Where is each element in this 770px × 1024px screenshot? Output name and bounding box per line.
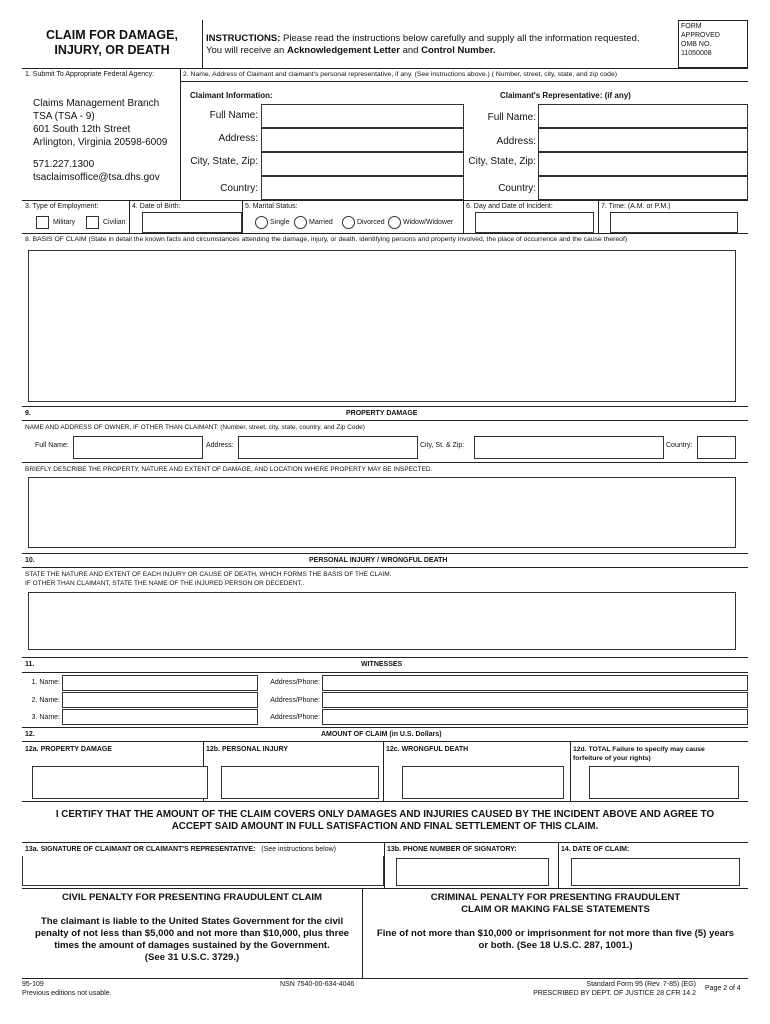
form-approved-4: 11050008 bbox=[681, 50, 712, 57]
phone-signatory-label: 13b. PHONE NUMBER OF SIGNATORY: bbox=[387, 846, 517, 853]
single-label: Single bbox=[270, 219, 290, 226]
claimant-fullname-input[interactable] bbox=[261, 104, 464, 128]
divider bbox=[242, 200, 243, 233]
widow-label: Widow/Widower bbox=[403, 219, 454, 226]
section9-title: PROPERTY DAMAGE bbox=[346, 410, 418, 417]
owner-country-label: Country: bbox=[666, 442, 693, 449]
form-approved-2: APPROVED bbox=[681, 32, 720, 39]
owner-city-label: City, St. & Zip: bbox=[420, 442, 465, 449]
divider bbox=[180, 81, 748, 82]
previous-editions: Previous editions not usable. bbox=[22, 990, 112, 997]
claimant-address-input[interactable] bbox=[261, 128, 464, 152]
divider bbox=[384, 842, 385, 888]
witness1-name-label: 1. Name: bbox=[31, 679, 60, 686]
property-damage-amount[interactable] bbox=[32, 766, 208, 799]
widow-radio[interactable] bbox=[388, 216, 401, 229]
claimant-fullname-label: Full Name: bbox=[209, 110, 258, 121]
form-approved-box bbox=[678, 20, 748, 68]
civil-line3: times the amount of damages sustained by the Government. bbox=[54, 940, 330, 951]
witness3-name-label: 3. Name: bbox=[31, 714, 60, 721]
criminal-title1: CRIMINAL PENALTY FOR PRESENTING FRAUDULENT bbox=[430, 892, 681, 903]
rep-heading: Claimant's Representative: (if any) bbox=[500, 91, 631, 100]
divider bbox=[22, 978, 748, 979]
date-claim-label: 14. DATE OF CLAIM: bbox=[561, 846, 630, 853]
section12-title: AMOUNT OF CLAIM (in U.S. Dollars) bbox=[321, 731, 442, 738]
standard-form: Standard Form 95 (Rev. 7-85) (EG) bbox=[586, 981, 696, 988]
prescribed-by: PRESCRIBED BY DEPT. OF JUSTICE 28 CFR 14.2 bbox=[533, 990, 696, 997]
describe-label: BRIEFLY DESCRIBE THE PROPERTY, NATURE AND EXTENT OF DAMAGE, AND LOCATION WHERE PROPERTY MAY BE INSPECTED. bbox=[25, 466, 433, 473]
civil-line4: (See 31 U.S.C. 3729.) bbox=[144, 952, 240, 963]
civil-penalty-title: CIVIL PENALTY FOR PRESENTING FRAUDULENT CLAIM bbox=[61, 892, 323, 903]
witness3-addr-input[interactable] bbox=[322, 709, 748, 725]
instructions-line2c: and bbox=[399, 45, 422, 56]
wrongful-death-amount[interactable] bbox=[402, 766, 564, 799]
agency-line4: Arlington, Virginia 20598-6009 bbox=[33, 137, 168, 148]
divider bbox=[22, 842, 748, 843]
claimant-country-label: Country: bbox=[220, 183, 258, 194]
divider bbox=[22, 741, 748, 742]
divider bbox=[463, 200, 464, 233]
rep-fullname-input[interactable] bbox=[538, 104, 748, 128]
rep-country-label: Country: bbox=[498, 183, 536, 194]
dob-input[interactable] bbox=[142, 212, 242, 233]
form-title bbox=[22, 28, 202, 58]
instructions-text: Please read the instructions below carefully and supply all the information requested. bbox=[280, 33, 640, 44]
divorced-radio[interactable] bbox=[342, 216, 355, 229]
certify-line2: ACCEPT SAID AMOUNT IN FULL SATISFACTION AND FINAL SETTLEMENT OF THIS CLAIM. bbox=[171, 821, 599, 832]
divider bbox=[598, 200, 599, 233]
criminal-title2: CLAIM OR MAKING FALSE STATEMENTS bbox=[461, 904, 650, 915]
property-damage-label: 12a. PROPERTY DAMAGE bbox=[25, 746, 113, 753]
criminal-line2: or both. (See 18 U.S.C. 287, 1001.) bbox=[478, 940, 633, 951]
claimant-address-label: Address: bbox=[218, 133, 258, 144]
certify-line1: I CERTIFY THAT THE AMOUNT OF THE CLAIM COVERS ONLY DAMAGES AND INJURIES CAUSED BY THE INCIDENT ABOVE AND AGREE TO bbox=[55, 809, 715, 820]
claimant-city-label: City, State, Zip: bbox=[190, 156, 258, 167]
personal-injury-amount[interactable] bbox=[221, 766, 379, 799]
form-title-line1: CLAIM FOR DAMAGE, bbox=[46, 28, 178, 42]
divider bbox=[22, 420, 748, 421]
form-approved-1: FORM bbox=[681, 23, 702, 30]
divider bbox=[558, 842, 559, 888]
married-label: Married bbox=[309, 219, 333, 226]
agency-email: tsaclaimsoffice@tsa.dhs.gov bbox=[33, 172, 160, 183]
witness1-addr-label: Address/Phone: bbox=[270, 679, 320, 686]
employment-label: 3. Type of Employment: bbox=[25, 203, 99, 210]
form-number: 95-109 bbox=[22, 981, 44, 988]
owner-country-input[interactable] bbox=[697, 436, 736, 459]
section11-title: WITNESSES bbox=[361, 661, 403, 668]
criminal-penalty bbox=[363, 892, 748, 952]
witness3-name-input[interactable] bbox=[62, 709, 258, 725]
claimant-city-input[interactable] bbox=[261, 152, 464, 176]
rep-city-input[interactable] bbox=[538, 152, 748, 176]
total-label-1: 12d. TOTAL Failure to specify may cause bbox=[573, 746, 705, 753]
agency-line2: TSA (TSA - 9) bbox=[33, 111, 95, 122]
owner-label: NAME AND ADDRESS OF OWNER, IF OTHER THAN CLAIMANT: (Number, street, city, state, country, and Zip Code) bbox=[25, 424, 365, 431]
property-description-textarea[interactable] bbox=[28, 477, 736, 548]
divider bbox=[22, 406, 748, 407]
divider bbox=[22, 672, 748, 673]
agency-phone: 571.227.1300 bbox=[33, 159, 95, 170]
divider bbox=[129, 200, 130, 233]
owner-fullname-input[interactable] bbox=[73, 436, 203, 459]
incident-input[interactable] bbox=[475, 212, 594, 233]
signature-field[interactable] bbox=[22, 856, 384, 886]
section12-num: 12. bbox=[25, 731, 35, 738]
rep-address-input[interactable] bbox=[538, 128, 748, 152]
claimant-country-input[interactable] bbox=[261, 176, 464, 200]
section2-label: 2. Name, Address of Claimant and claimant's personal representative, if any. (See instructions above.) ( Number, street, city, state, and zip code) bbox=[183, 71, 617, 78]
section11-num: 11. bbox=[25, 661, 35, 668]
wrongful-death-label: 12c. WRONGFUL DEATH bbox=[386, 746, 469, 753]
instructions bbox=[206, 33, 640, 57]
divider bbox=[22, 657, 748, 658]
signature-label-text: 13a. SIGNATURE OF CLAIMANT OR CLAIMANT'S REPRESENTATIVE: bbox=[25, 846, 256, 853]
rep-fullname-label: Full Name: bbox=[487, 112, 536, 123]
dob-label: 4. Date of Birth: bbox=[132, 203, 181, 210]
section10-title: PERSONAL INJURY / WRONGFUL DEATH bbox=[309, 557, 448, 564]
owner-city-input[interactable] bbox=[474, 436, 664, 459]
basis-label: 8. BASIS OF CLAIM (State in detail the known facts and circumstances attending the damage, injury, or death, identifying persons and property involved, the place of occurrence and the cause thereof) bbox=[25, 236, 628, 243]
signature-note: (See instructions below) bbox=[261, 846, 336, 853]
owner-address-input[interactable] bbox=[238, 436, 418, 459]
witness3-addr-label: Address/Phone: bbox=[270, 714, 320, 721]
incident-label: 6. Day and Date of Incident: bbox=[466, 203, 553, 210]
ack-letter: Acknowledgement Letter bbox=[286, 45, 400, 56]
injury-textarea[interactable] bbox=[28, 592, 736, 650]
divider bbox=[22, 68, 748, 69]
phone-signatory-input[interactable] bbox=[396, 858, 549, 886]
instructions-line2a: You will receive an bbox=[206, 45, 287, 56]
divider bbox=[570, 741, 571, 801]
civilian-checkbox[interactable] bbox=[86, 216, 99, 229]
total-label-2: forfeiture of your rights) bbox=[573, 755, 651, 762]
section9-num: 9. bbox=[25, 410, 31, 417]
total-amount[interactable] bbox=[589, 766, 739, 799]
page-number: Page 2 of 4 bbox=[705, 985, 741, 992]
instructions-bold: INSTRUCTIONS: bbox=[206, 33, 281, 44]
civilian-label: Civilian bbox=[103, 219, 126, 226]
divider bbox=[22, 200, 748, 201]
rep-city-label: City, State, Zip: bbox=[468, 156, 536, 167]
divider bbox=[22, 888, 748, 889]
time-input[interactable] bbox=[610, 212, 738, 233]
divorced-label: Divorced bbox=[357, 219, 385, 226]
divider bbox=[22, 801, 748, 802]
injury-label-1: STATE THE NATURE AND EXTENT OF EACH INJURY OR CAUSE OF DEATH, WHICH FORMS THE BASIS OF THE CLAIM. bbox=[25, 571, 392, 578]
date-claim-input[interactable] bbox=[571, 858, 740, 886]
certification bbox=[22, 809, 748, 833]
section1-label: 1. Submit To Appropriate Federal Agency: bbox=[25, 71, 155, 78]
form-approved-3: OMB NO. bbox=[681, 41, 712, 48]
military-checkbox[interactable] bbox=[36, 216, 49, 229]
military-label: Military bbox=[53, 219, 76, 226]
divider bbox=[22, 462, 748, 463]
control-number: Control Number. bbox=[421, 45, 496, 56]
signature-label bbox=[25, 846, 336, 854]
single-radio[interactable] bbox=[255, 216, 268, 229]
witness2-addr-label: Address/Phone: bbox=[270, 697, 320, 704]
divider bbox=[22, 567, 748, 568]
witness1-name-input[interactable] bbox=[62, 675, 258, 691]
civil-line2: penalty of not less than $5,000 and not more than $10,000, plus three bbox=[34, 928, 350, 939]
divider bbox=[202, 20, 203, 68]
marital-label: 5. Marital Status: bbox=[245, 203, 298, 210]
witness2-name-input[interactable] bbox=[62, 692, 258, 708]
claimant-heading: Claimant Information: bbox=[190, 91, 273, 100]
time-label: 7. Time: (A.M. or P.M.) bbox=[601, 203, 671, 210]
owner-fullname-label: Full Name: bbox=[35, 442, 69, 449]
agency-line1: Claims Management Branch bbox=[33, 98, 160, 109]
rep-country-input[interactable] bbox=[538, 176, 748, 200]
divider bbox=[22, 233, 748, 234]
civil-penalty-body bbox=[22, 916, 362, 964]
section10-num: 10. bbox=[25, 557, 35, 564]
agency-address bbox=[33, 97, 167, 184]
divider bbox=[383, 741, 384, 801]
criminal-line1: Fine of not more than $10,000 or imprisonment for not more than five (5) years bbox=[376, 928, 735, 939]
civil-line1: The claimant is liable to the United States Government for the civil bbox=[40, 916, 344, 927]
basis-of-claim-textarea[interactable] bbox=[28, 250, 736, 402]
witness1-addr-input[interactable] bbox=[322, 675, 748, 691]
criminal-body bbox=[363, 928, 748, 952]
divider bbox=[22, 553, 748, 554]
form-title-line2: INJURY, OR DEATH bbox=[54, 43, 170, 57]
rep-address-label: Address: bbox=[496, 136, 536, 147]
injury-label-2: IF OTHER THAN CLAIMANT, STATE THE NAME OF THE INJURED PERSON OR DECEDENT.. bbox=[25, 580, 305, 587]
witness2-name-label: 2. Name: bbox=[31, 697, 60, 704]
witness2-addr-input[interactable] bbox=[322, 692, 748, 708]
owner-address-label: Address: bbox=[206, 442, 234, 449]
divider bbox=[22, 727, 748, 728]
married-radio[interactable] bbox=[294, 216, 307, 229]
nsn-number: NSN 7540-00-634-4046 bbox=[280, 981, 355, 988]
civil-penalty bbox=[22, 892, 362, 964]
agency-line3: 601 South 12th Street bbox=[33, 124, 131, 135]
personal-injury-label: 12b. PERSONAL INJURY bbox=[206, 746, 289, 753]
